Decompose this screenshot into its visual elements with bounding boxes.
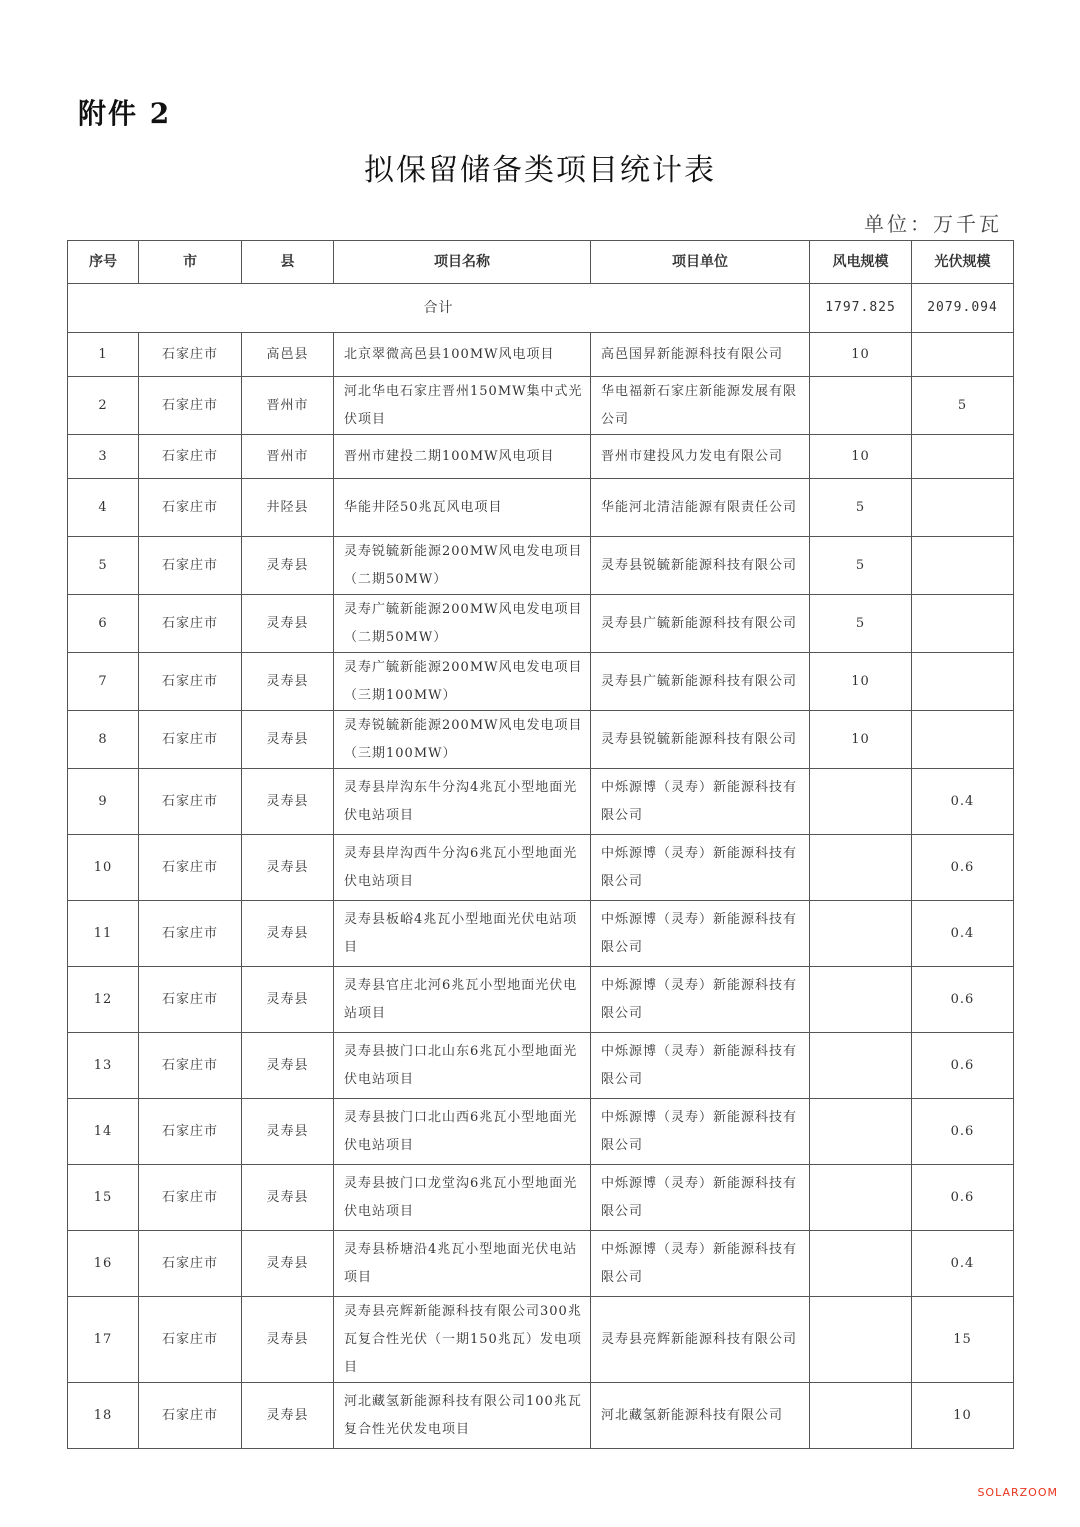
cell-project-name: 灵寿县官庄北河6兆瓦小型地面光伏电站项目 <box>334 967 591 1033</box>
cell-wind-scale <box>810 1099 912 1165</box>
cell-wind-scale: 5 <box>810 479 912 537</box>
cell-city: 石家庄市 <box>139 479 242 537</box>
cell-project-unit: 灵寿县亮辉新能源科技有限公司 <box>591 1297 810 1383</box>
total-row <box>68 284 1014 333</box>
cell-project-name: 灵寿县披门口北山西6兆瓦小型地面光伏电站项目 <box>334 1099 591 1165</box>
cell-project-name: 灵寿县岸沟东牛分沟4兆瓦小型地面光伏电站项目 <box>334 769 591 835</box>
cell-pv-scale <box>912 333 1014 377</box>
cell-index: 14 <box>68 1099 139 1165</box>
cell-wind-scale: 5 <box>810 595 912 653</box>
cell-wind-scale <box>810 377 912 435</box>
cell-city: 石家庄市 <box>139 595 242 653</box>
cell-county: 灵寿县 <box>242 769 334 835</box>
cell-project-name: 河北华电石家庄晋州150MW集中式光伏项目 <box>334 377 591 435</box>
cell-index: 18 <box>68 1383 139 1449</box>
header-pv-scale: 光伏规模 <box>912 241 1014 284</box>
cell-project-unit: 晋州市建投风力发电有限公司 <box>591 435 810 479</box>
cell-wind-scale: 10 <box>810 333 912 377</box>
cell-project-name: 灵寿锐毓新能源200MW风电发电项目（三期100MW） <box>334 711 591 769</box>
cell-wind-scale <box>810 901 912 967</box>
cell-project-unit: 灵寿县广毓新能源科技有限公司 <box>591 653 810 711</box>
cell-project-name: 灵寿县披门口北山东6兆瓦小型地面光伏电站项目 <box>334 1033 591 1099</box>
cell-county: 灵寿县 <box>242 595 334 653</box>
cell-county: 灵寿县 <box>242 835 334 901</box>
page-title: 拟保留储备类项目统计表 <box>364 153 716 188</box>
cell-wind-scale <box>810 1033 912 1099</box>
header-wind-scale: 风电规模 <box>810 241 912 284</box>
cell-city: 石家庄市 <box>139 1231 242 1297</box>
cell-index: 3 <box>68 435 139 479</box>
watermark-logo: SOLARZOOM <box>977 1486 1058 1499</box>
cell-county: 晋州市 <box>242 377 334 435</box>
cell-project-unit: 灵寿县锐毓新能源科技有限公司 <box>591 537 810 595</box>
total-wind: 1797.825 <box>810 284 912 333</box>
cell-city: 石家庄市 <box>139 333 242 377</box>
cell-project-unit: 中烁源博（灵寿）新能源科技有限公司 <box>591 901 810 967</box>
cell-county: 灵寿县 <box>242 711 334 769</box>
cell-wind-scale <box>810 1165 912 1231</box>
cell-wind-scale <box>810 835 912 901</box>
cell-project-name: 华能井陉50兆瓦风电项目 <box>334 479 591 537</box>
cell-index: 8 <box>68 711 139 769</box>
header-county: 县 <box>242 241 334 284</box>
cell-project-unit: 中烁源博（灵寿）新能源科技有限公司 <box>591 835 810 901</box>
cell-city: 石家庄市 <box>139 1165 242 1231</box>
cell-pv-scale <box>912 595 1014 653</box>
cell-wind-scale: 10 <box>810 653 912 711</box>
cell-wind-scale <box>810 967 912 1033</box>
table-row <box>68 1231 1014 1297</box>
cell-county: 灵寿县 <box>242 1231 334 1297</box>
cell-city: 石家庄市 <box>139 1099 242 1165</box>
cell-index: 7 <box>68 653 139 711</box>
cell-index: 2 <box>68 377 139 435</box>
header-index: 序号 <box>68 241 139 284</box>
cell-city: 石家庄市 <box>139 835 242 901</box>
cell-project-unit: 中烁源博（灵寿）新能源科技有限公司 <box>591 967 810 1033</box>
cell-county: 晋州市 <box>242 435 334 479</box>
table-row <box>68 1165 1014 1231</box>
cell-project-unit: 华电福新石家庄新能源发展有限公司 <box>591 377 810 435</box>
cell-pv-scale: 0.6 <box>912 1165 1014 1231</box>
cell-pv-scale: 0.4 <box>912 1231 1014 1297</box>
cell-index: 11 <box>68 901 139 967</box>
cell-wind-scale <box>810 1297 912 1383</box>
cell-project-name: 灵寿县桥塘沿4兆瓦小型地面光伏电站项目 <box>334 1231 591 1297</box>
total-pv: 2079.094 <box>912 284 1014 333</box>
cell-county: 灵寿县 <box>242 1383 334 1449</box>
cell-pv-scale <box>912 479 1014 537</box>
cell-county: 灵寿县 <box>242 901 334 967</box>
cell-city: 石家庄市 <box>139 1297 242 1383</box>
cell-pv-scale: 0.6 <box>912 1033 1014 1099</box>
cell-county: 灵寿县 <box>242 1165 334 1231</box>
table-row <box>68 479 1014 537</box>
attachment-label: 附件 2 <box>78 97 172 130</box>
cell-project-name: 北京翠微高邑县100MW风电项目 <box>334 333 591 377</box>
header-city: 市 <box>139 241 242 284</box>
cell-city: 石家庄市 <box>139 1383 242 1449</box>
table-row <box>68 1383 1014 1449</box>
table-row <box>68 537 1014 595</box>
cell-city: 石家庄市 <box>139 967 242 1033</box>
cell-city: 石家庄市 <box>139 711 242 769</box>
cell-index: 15 <box>68 1165 139 1231</box>
cell-project-name: 河北藏氢新能源科技有限公司100兆瓦复合性光伏发电项目 <box>334 1383 591 1449</box>
cell-county: 灵寿县 <box>242 1297 334 1383</box>
cell-project-unit: 中烁源博（灵寿）新能源科技有限公司 <box>591 1165 810 1231</box>
table-row <box>68 595 1014 653</box>
table-row <box>68 653 1014 711</box>
cell-index: 17 <box>68 1297 139 1383</box>
cell-pv-scale <box>912 653 1014 711</box>
table-row <box>68 835 1014 901</box>
cell-county: 灵寿县 <box>242 1033 334 1099</box>
cell-project-unit: 高邑国昇新能源科技有限公司 <box>591 333 810 377</box>
cell-index: 10 <box>68 835 139 901</box>
cell-project-name: 晋州市建投二期100MW风电项目 <box>334 435 591 479</box>
cell-pv-scale: 0.6 <box>912 1099 1014 1165</box>
table-row <box>68 1033 1014 1099</box>
cell-wind-scale: 10 <box>810 711 912 769</box>
header-project-unit: 项目单位 <box>591 241 810 284</box>
cell-index: 1 <box>68 333 139 377</box>
cell-pv-scale: 10 <box>912 1383 1014 1449</box>
cell-city: 石家庄市 <box>139 901 242 967</box>
cell-project-name: 灵寿广毓新能源200MW风电发电项目（三期100MW） <box>334 653 591 711</box>
cell-pv-scale <box>912 435 1014 479</box>
table-row <box>68 333 1014 377</box>
cell-city: 石家庄市 <box>139 435 242 479</box>
cell-wind-scale <box>810 769 912 835</box>
cell-wind-scale <box>810 1231 912 1297</box>
table-header-row <box>68 241 1014 284</box>
table-row <box>68 377 1014 435</box>
cell-project-unit: 河北藏氢新能源科技有限公司 <box>591 1383 810 1449</box>
cell-pv-scale: 5 <box>912 377 1014 435</box>
cell-county: 灵寿县 <box>242 1099 334 1165</box>
cell-pv-scale <box>912 537 1014 595</box>
cell-wind-scale: 10 <box>810 435 912 479</box>
table-row <box>68 1099 1014 1165</box>
cell-index: 13 <box>68 1033 139 1099</box>
cell-index: 12 <box>68 967 139 1033</box>
cell-city: 石家庄市 <box>139 537 242 595</box>
cell-index: 5 <box>68 537 139 595</box>
cell-city: 石家庄市 <box>139 377 242 435</box>
cell-index: 16 <box>68 1231 139 1297</box>
table-row <box>68 967 1014 1033</box>
cell-index: 4 <box>68 479 139 537</box>
cell-project-unit: 中烁源博（灵寿）新能源科技有限公司 <box>591 1099 810 1165</box>
cell-project-unit: 中烁源博（灵寿）新能源科技有限公司 <box>591 1231 810 1297</box>
cell-county: 灵寿县 <box>242 967 334 1033</box>
table-row <box>68 711 1014 769</box>
total-label: 合计 <box>68 284 810 333</box>
cell-county: 灵寿县 <box>242 537 334 595</box>
cell-project-name: 灵寿锐毓新能源200MW风电发电项目（二期50MW） <box>334 537 591 595</box>
cell-project-name: 灵寿县亮辉新能源科技有限公司300兆瓦复合性光伏（一期150兆瓦）发电项目 <box>334 1297 591 1383</box>
project-table <box>67 240 1014 1449</box>
cell-project-name: 灵寿县岸沟西牛分沟6兆瓦小型地面光伏电站项目 <box>334 835 591 901</box>
cell-pv-scale: 0.6 <box>912 835 1014 901</box>
cell-city: 石家庄市 <box>139 1033 242 1099</box>
cell-county: 灵寿县 <box>242 653 334 711</box>
cell-pv-scale: 15 <box>912 1297 1014 1383</box>
unit-label: 单位：万千瓦 <box>864 212 1002 236</box>
cell-project-name: 灵寿县板峪4兆瓦小型地面光伏电站项目 <box>334 901 591 967</box>
cell-county: 高邑县 <box>242 333 334 377</box>
table-row <box>68 435 1014 479</box>
cell-county: 井陉县 <box>242 479 334 537</box>
cell-index: 6 <box>68 595 139 653</box>
cell-project-unit: 灵寿县广毓新能源科技有限公司 <box>591 595 810 653</box>
cell-project-unit: 华能河北清洁能源有限责任公司 <box>591 479 810 537</box>
cell-wind-scale: 5 <box>810 537 912 595</box>
cell-project-unit: 中烁源博（灵寿）新能源科技有限公司 <box>591 1033 810 1099</box>
cell-project-unit: 中烁源博（灵寿）新能源科技有限公司 <box>591 769 810 835</box>
cell-pv-scale: 0.6 <box>912 967 1014 1033</box>
cell-pv-scale: 0.4 <box>912 769 1014 835</box>
cell-wind-scale <box>810 1383 912 1449</box>
table-row <box>68 901 1014 967</box>
cell-project-name: 灵寿广毓新能源200MW风电发电项目（二期50MW） <box>334 595 591 653</box>
cell-index: 9 <box>68 769 139 835</box>
cell-pv-scale: 0.4 <box>912 901 1014 967</box>
table-row <box>68 769 1014 835</box>
table-row <box>68 1297 1014 1383</box>
cell-city: 石家庄市 <box>139 653 242 711</box>
cell-pv-scale <box>912 711 1014 769</box>
cell-project-name: 灵寿县披门口龙堂沟6兆瓦小型地面光伏电站项目 <box>334 1165 591 1231</box>
cell-city: 石家庄市 <box>139 769 242 835</box>
cell-project-unit: 灵寿县锐毓新能源科技有限公司 <box>591 711 810 769</box>
header-project-name: 项目名称 <box>334 241 591 284</box>
